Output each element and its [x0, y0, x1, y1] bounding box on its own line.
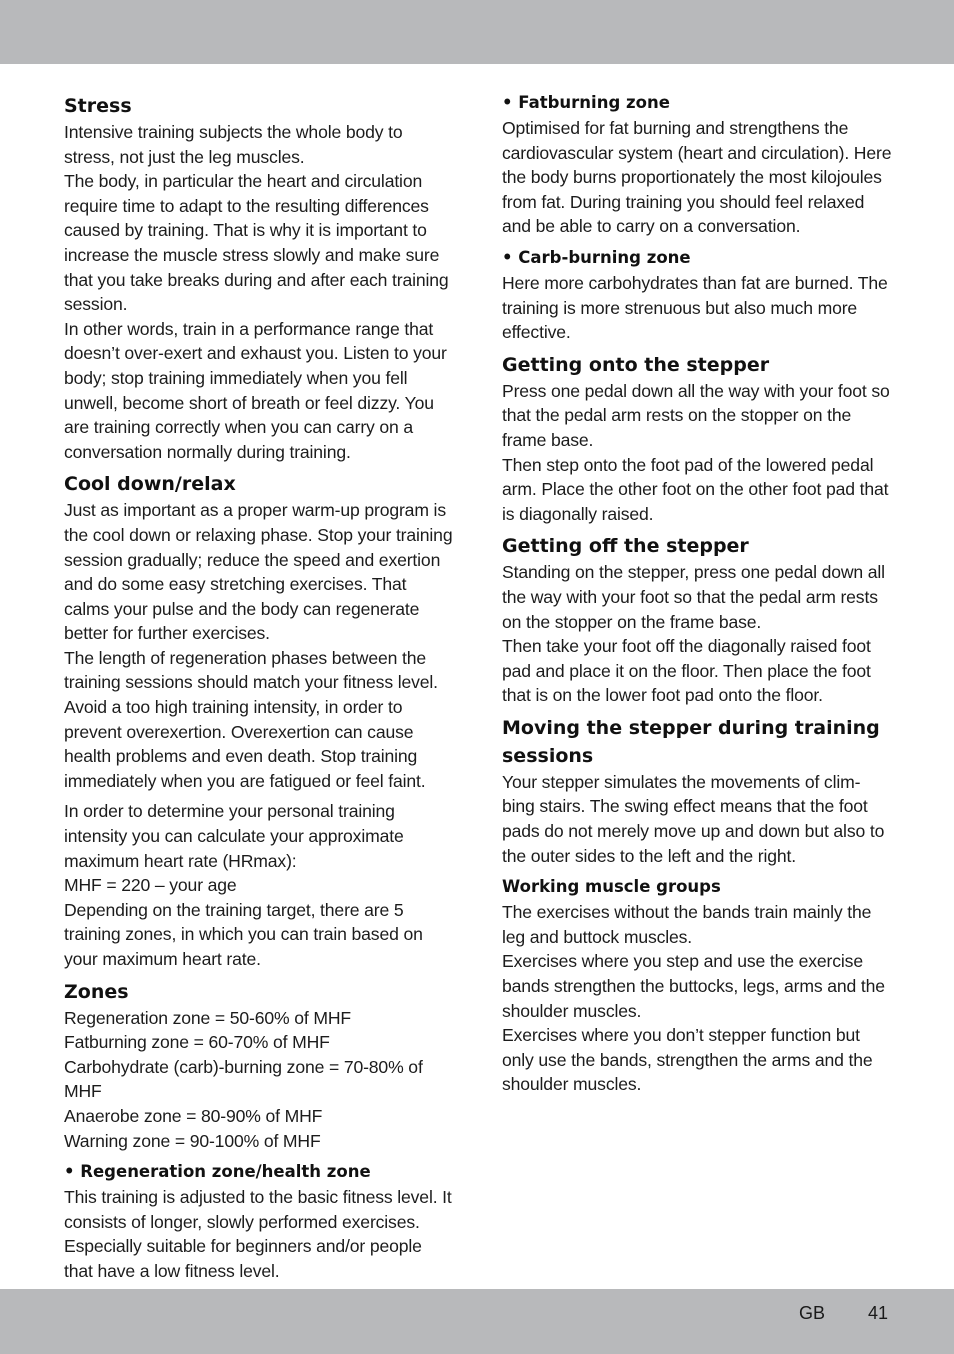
- paragraph: Optimised for fat burning and strengthens the cardiovascular system (heart and circulation). Here the body burns proportionately the most kilojoules from fat. During training you should feel relaxed and be able to carry on a conversation.: [502, 118, 892, 237]
- paragraph: Then take your foot off the diagonally raised foot pad and place it on the floor. Then place the foot that is on the lower foot pad onto the floor.: [502, 636, 871, 706]
- page-number: 41: [868, 1303, 889, 1323]
- paragraph: The length of regeneration phases between the training sessions should match your fitness level. Avoid a too high training intensity, in order to prevent overexertion. Overexertion can cause health problems and even death. Stop training immediately when you are fatigued or feel faint.: [64, 647, 438, 791]
- header-band: [0, 0, 954, 64]
- section-stress: [64, 92, 454, 464]
- paragraph: The body, in particular the heart and circulation require time to adapt to the resulting differences caused by training. That is why it is important to increase the muscle stress slowly and make sure that you take breaks during and after each training session.: [64, 171, 449, 315]
- paragraph: Then step onto the foot pad of the lowered pedal arm. Place the other foot on the other foot pad that is diagonally raised.: [502, 454, 889, 524]
- zone-item: Regeneration zone = 50-60% of MHF: [64, 1007, 351, 1028]
- paragraph: In other words, train in a performance range that doesn’t over-exert and exhaust you. Listen to your body; stop training immediately when you fell unwell, become short of breath or feel dizzy. You are training correctly when you can carry on a conversation normally during training.: [64, 318, 447, 462]
- zone-item: Anaerobe zone = 80-90% of MHF: [64, 1105, 323, 1126]
- bullet-carb-burning-zone: • Carb-burning zone: [502, 247, 691, 267]
- paragraph: In order to determine your personal training intensity you can calculate your approximate maximum heart rate (HRmax):: [64, 801, 404, 871]
- zone-item: Carbohydrate (carb)-burning zone = 70-80% of MHF: [64, 1056, 423, 1102]
- section-getting-onto: [502, 351, 894, 527]
- bullet-regeneration-zone: • Regeneration zone/health zone: [64, 1162, 371, 1182]
- paragraph: Exercises where you don’t stepper function but only use the bands, strengthen the arms and the shoulder muscles.: [502, 1025, 873, 1095]
- paragraph: Intensive training subjects the whole body to stress, not just the leg muscles.: [64, 122, 403, 167]
- heading-getting-onto: Getting onto the stepper: [502, 353, 770, 376]
- paragraph: This training is adjusted to the basic fitness level. It consists of longer, slowly performed exercises. Especially suitable for beginners and/or people that have a low fitness level.: [64, 1187, 452, 1281]
- heading-moving: Moving the stepper during training sessions: [502, 716, 880, 767]
- paragraph: Press one pedal down all the way with your foot so that the pedal arm rests on the stopper on the frame base.: [502, 380, 890, 450]
- section-muscle-groups: [502, 874, 894, 1097]
- formula: MHF = 220 – your age: [64, 875, 237, 896]
- footer-language: GB: [799, 1303, 826, 1323]
- heading-muscle-groups: Working muscle groups: [502, 877, 721, 897]
- section-cool-down: [64, 470, 454, 971]
- paragraph: Exercises where you step and use the exercise bands strengthen the buttocks, legs, arms and the shoulder muscles.: [502, 951, 885, 1021]
- paragraph: Just as important as a proper warm-up program is the cool down or relaxing phase. Stop your training session gradually; reduce the speed and exertion and do some easy stretching exercises. That calms your pulse and the body can regenerate better for further exercises.: [64, 500, 453, 644]
- paragraph: Your stepper simulates the movements of clim- bing stairs. The swing effect means that the foot pads do not merely move up and down but also to the outer sides to the left and the right.: [502, 771, 885, 866]
- paragraph: The exercises without the bands train mainly the leg and buttock muscles.: [502, 902, 872, 947]
- heading-zones: Zones: [64, 980, 129, 1003]
- paragraph: Depending on the training target, there are 5 training zones, in which you can train based on your maximum heart rate.: [64, 899, 423, 969]
- paragraph: Here more carbohydrates than fat are burned. The training is more strenuous but also much more effective.: [502, 272, 888, 343]
- heading-cool-down: Cool down/relax: [64, 473, 236, 496]
- zone-item: Fatburning zone = 60-70% of MHF: [64, 1032, 330, 1053]
- heading-getting-off: Getting off the stepper: [502, 535, 749, 558]
- section-moving: [502, 714, 894, 868]
- right-column: [502, 90, 894, 1103]
- zone-item: Warning zone = 90-100% of MHF: [64, 1130, 321, 1151]
- bullet-fatburning-zone: • Fatburning zone: [502, 93, 670, 112]
- heading-stress: Stress: [64, 95, 132, 117]
- section-zones: [64, 978, 454, 1284]
- left-column: [64, 92, 454, 1290]
- paragraph: Standing on the stepper, press one pedal down all the way with your foot so that the pedal arm rests on the stopper on the frame base.: [502, 562, 885, 632]
- section-getting-off: [502, 532, 894, 708]
